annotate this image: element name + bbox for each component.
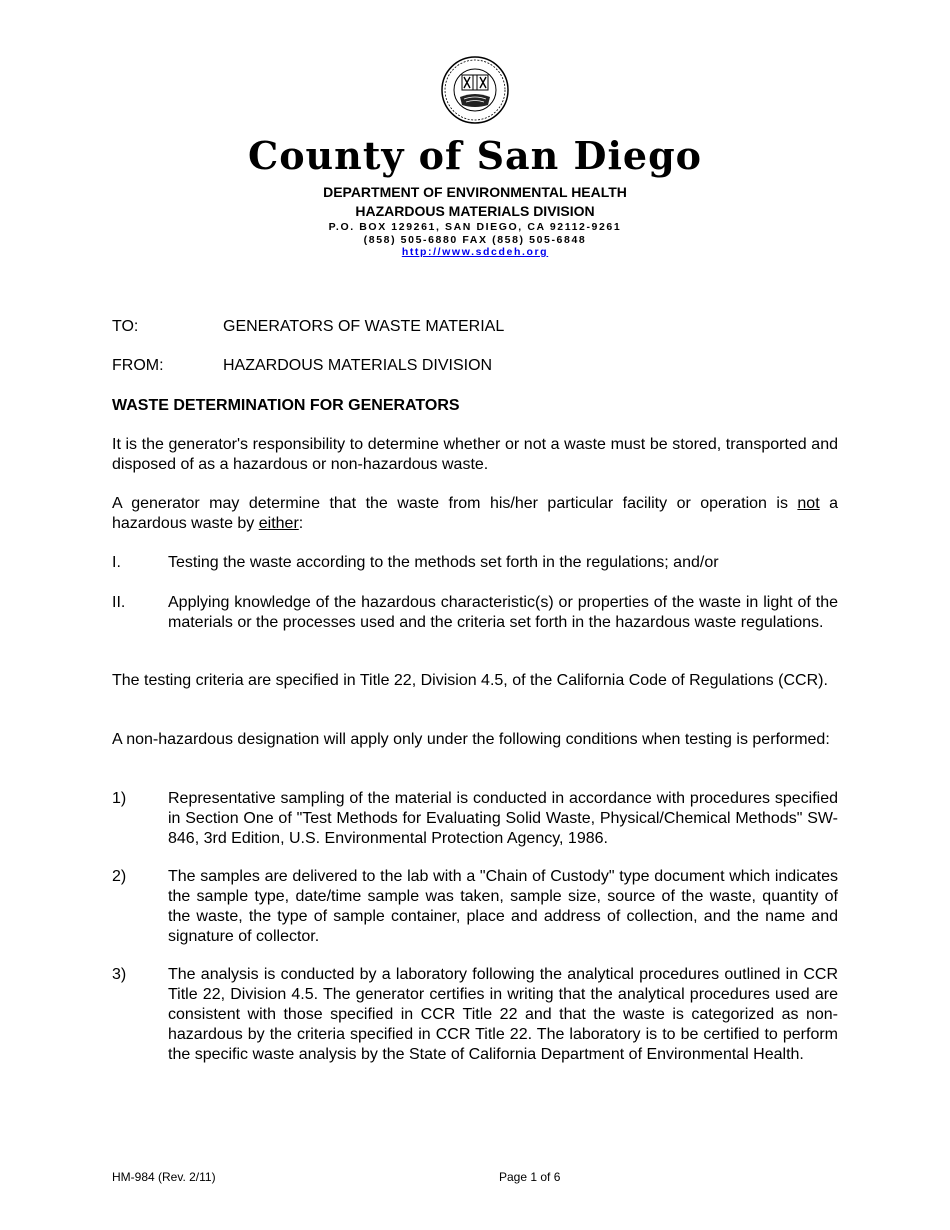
- to-value: GENERATORS OF WASTE MATERIAL: [223, 318, 505, 335]
- list-item: Applying knowledge of the hazardous characteristic(s) or properties of the waste in light of the materials or the processes used and the criteria set forth in the hazardous waste regulations.: [168, 594, 838, 631]
- from-label: FROM:: [112, 357, 164, 374]
- mailing-address: P.O. BOX 129261, SAN DIEGO, CA 92112-9261: [328, 221, 622, 233]
- paragraph-determination: A generator may determine that the waste from his/her particular facility or operation is not a hazardous waste by either:: [112, 495, 838, 532]
- list-marker: II.: [112, 594, 126, 611]
- county-name: County of San Diego: [247, 133, 703, 178]
- to-label: TO:: [112, 318, 139, 335]
- website-link[interactable]: http://www.sdcdeh.org: [401, 246, 549, 258]
- page-number: Page 1 of 6: [499, 1170, 561, 1184]
- list-marker: I.: [112, 554, 121, 571]
- division-name: HAZARDOUS MATERIALS DIVISION: [355, 203, 595, 219]
- paragraph-responsibility: It is the generator's responsibility to determine whether or not a waste must be stored, transported and disposed of as a hazardous or non-hazardous waste.: [112, 436, 838, 473]
- list-item: Representative sampling of the material is conducted in accordance with procedures specified in Section One of "Test Methods for Evaluating Solid Waste, Physical/Chemical Methods" SW-846, 3rd Edition, U.S. Environmental Protection Agency, 1986.: [168, 790, 838, 847]
- from-value: HAZARDOUS MATERIALS DIVISION: [223, 357, 493, 374]
- paragraph-non-hazardous: A non-hazardous designation will apply only under the following conditions when testing is performed:: [112, 731, 830, 748]
- form-number: HM-984 (Rev. 2/11): [112, 1170, 216, 1184]
- list-item: The analysis is conducted by a laboratory following the analytical procedures outlined in CCR Title 22, Division 4.5. The generator certifies in writing that the analytical procedures used are consistent with those specified in CCR Title 22 and that the waste is categorized as non-hazardous by the criteria specified in CCR Title 22. The laboratory is to be certified to perform the specific waste analysis by the State of California Department of Environmental Health.: [168, 966, 838, 1063]
- list-item: Testing the waste according to the methods set forth in the regulations; and/or: [168, 554, 719, 571]
- department-name: DEPARTMENT OF ENVIRONMENTAL HEALTH: [323, 184, 627, 200]
- emphasis-not: not: [797, 495, 820, 512]
- list-marker: 3): [112, 966, 127, 983]
- section-heading: WASTE DETERMINATION FOR GENERATORS: [112, 397, 460, 414]
- list-marker: 2): [112, 868, 127, 885]
- phone-fax: (858) 505-6880 FAX (858) 505-6848: [363, 234, 587, 246]
- list-item: The samples are delivered to the lab with a "Chain of Custody" type document which indicates the sample type, date/time sample was taken, sample size, source of the waste, quantity of the waste, the type of sample container, place and address of collection, and the name and signature of collector.: [168, 868, 838, 945]
- list-marker: 1): [112, 790, 127, 807]
- emphasis-either: either: [258, 515, 299, 532]
- county-seal-icon: [440, 55, 510, 125]
- paragraph-testing-criteria: The testing criteria are specified in Title 22, Division 4.5, of the California Code of Regulations (CCR).: [112, 672, 828, 689]
